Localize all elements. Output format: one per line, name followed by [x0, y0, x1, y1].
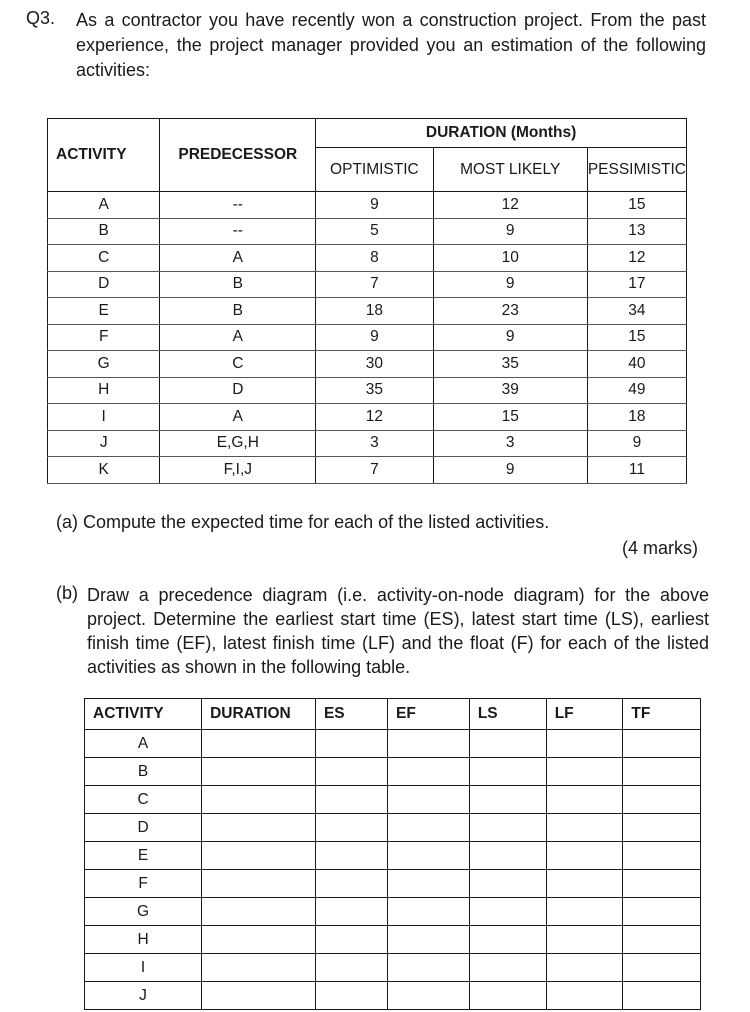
cell-optimistic: 7 — [316, 457, 433, 484]
table-row — [48, 457, 687, 484]
answer-blank-cell[interactable] — [469, 926, 546, 954]
cell-pessimistic: 15 — [587, 192, 686, 219]
answer-blank-cell[interactable] — [623, 926, 701, 954]
cell-optimistic: 5 — [316, 218, 433, 245]
answer-blank-cell[interactable] — [388, 926, 470, 954]
answer-blank-cell[interactable] — [623, 786, 701, 814]
cell-optimistic: 35 — [316, 377, 433, 404]
table-row — [48, 351, 687, 378]
answer-blank-cell[interactable] — [202, 954, 316, 982]
answer-blank-cell[interactable] — [546, 982, 623, 1010]
answer-activity: J — [85, 982, 202, 1010]
cell-predecessor: B — [160, 298, 316, 325]
answer-blank-cell[interactable] — [469, 814, 546, 842]
answer-blank-cell[interactable] — [315, 954, 387, 982]
answer-blank-cell[interactable] — [623, 898, 701, 926]
answer-header-tf: TF — [623, 699, 701, 730]
answer-activity: H — [85, 926, 202, 954]
answer-activity: F — [85, 870, 202, 898]
cell-pessimistic: 34 — [587, 298, 686, 325]
cell-activity: C — [48, 245, 160, 272]
header-predecessor: PREDECESSOR — [160, 119, 316, 192]
cell-predecessor: E,G,H — [160, 430, 316, 457]
answer-blank-cell[interactable] — [315, 982, 387, 1010]
answer-header-ls: LS — [469, 699, 546, 730]
cell-optimistic: 3 — [316, 430, 433, 457]
cell-most-likely: 9 — [433, 457, 587, 484]
cell-optimistic: 7 — [316, 271, 433, 298]
answer-blank-cell[interactable] — [623, 730, 701, 758]
answer-blank-cell[interactable] — [546, 814, 623, 842]
cell-activity: I — [48, 404, 160, 431]
answer-blank-cell[interactable] — [315, 814, 387, 842]
cell-optimistic: 9 — [316, 324, 433, 351]
cell-predecessor: A — [160, 324, 316, 351]
question-text: As a contractor you have recently won a construction project. From the past experience, the project manager provided you an estimation of the following activities: — [76, 10, 706, 80]
answer-row — [85, 870, 701, 898]
answer-blank-cell[interactable] — [315, 898, 387, 926]
answer-blank-cell[interactable] — [546, 898, 623, 926]
answer-blank-cell[interactable] — [469, 842, 546, 870]
cell-predecessor: B — [160, 271, 316, 298]
question-number: Q3. — [26, 8, 56, 28]
answer-blank-cell[interactable] — [546, 842, 623, 870]
answer-activity: E — [85, 842, 202, 870]
answer-blank-cell[interactable] — [315, 758, 387, 786]
answer-blank-cell[interactable] — [202, 786, 316, 814]
answer-activity: C — [85, 786, 202, 814]
answer-blank-cell[interactable] — [388, 814, 470, 842]
table-row — [48, 377, 687, 404]
answer-blank-cell[interactable] — [202, 758, 316, 786]
answer-blank-cell[interactable] — [202, 730, 316, 758]
cell-pessimistic: 12 — [587, 245, 686, 272]
cell-most-likely: 12 — [433, 192, 587, 219]
answer-blank-cell[interactable] — [315, 842, 387, 870]
cell-predecessor: A — [160, 245, 316, 272]
answer-blank-cell[interactable] — [202, 814, 316, 842]
answer-blank-cell[interactable] — [469, 870, 546, 898]
cell-predecessor: -- — [160, 218, 316, 245]
answer-blank-cell[interactable] — [469, 758, 546, 786]
table-row — [48, 324, 687, 351]
answer-row — [85, 926, 701, 954]
cell-optimistic: 8 — [316, 245, 433, 272]
answer-row — [85, 898, 701, 926]
table-row — [48, 404, 687, 431]
header-duration: DURATION (Months) — [316, 119, 687, 148]
estimation-table — [47, 118, 687, 484]
table-row — [48, 192, 687, 219]
answer-blank-cell[interactable] — [623, 758, 701, 786]
cell-activity: A — [48, 192, 160, 219]
table-row — [48, 430, 687, 457]
cell-activity: J — [48, 430, 160, 457]
answer-blank-cell[interactable] — [469, 730, 546, 758]
answer-blank-cell[interactable] — [388, 954, 470, 982]
answer-blank-cell[interactable] — [469, 982, 546, 1010]
cell-most-likely: 35 — [433, 351, 587, 378]
answer-blank-cell[interactable] — [202, 982, 316, 1010]
answer-blank-cell[interactable] — [202, 842, 316, 870]
cell-activity: D — [48, 271, 160, 298]
table-row — [48, 245, 687, 272]
cell-predecessor: C — [160, 351, 316, 378]
cell-pessimistic: 17 — [587, 271, 686, 298]
cell-most-likely: 23 — [433, 298, 587, 325]
cell-pessimistic: 40 — [587, 351, 686, 378]
answer-blank-cell[interactable] — [623, 982, 701, 1010]
answer-blank-cell[interactable] — [388, 730, 470, 758]
answer-blank-cell[interactable] — [546, 926, 623, 954]
answer-row — [85, 842, 701, 870]
answer-activity: B — [85, 758, 202, 786]
answer-blank-cell[interactable] — [315, 870, 387, 898]
part-b-label: (b) — [56, 583, 78, 603]
answer-activity: G — [85, 898, 202, 926]
table-row — [48, 218, 687, 245]
cell-pessimistic: 49 — [587, 377, 686, 404]
answer-activity: D — [85, 814, 202, 842]
answer-blank-cell[interactable] — [623, 814, 701, 842]
cell-activity: G — [48, 351, 160, 378]
cell-activity: K — [48, 457, 160, 484]
answer-blank-cell[interactable] — [388, 982, 470, 1010]
answer-header-ef: EF — [388, 699, 470, 730]
header-optimistic: OPTIMISTIC — [316, 148, 433, 192]
part-b-text: Draw a precedence diagram (i.e. activity-on-node diagram) for the above project. Determine the earliest start time (ES), latest start time (LS), earliest finish time (EF), latest finish time (LF) and the float (F) for each of the listed activities as shown in the following table. — [87, 585, 709, 677]
answer-blank-cell[interactable] — [315, 926, 387, 954]
cell-pessimistic: 11 — [587, 457, 686, 484]
part-a-marks: (4 marks) — [622, 538, 698, 558]
part-a-text: (a) Compute the expected time for each of the listed activities. — [56, 512, 550, 532]
answer-blank-cell[interactable] — [388, 786, 470, 814]
cell-optimistic: 12 — [316, 404, 433, 431]
answer-blank-cell[interactable] — [469, 954, 546, 982]
answer-blank-cell[interactable] — [623, 954, 701, 982]
answer-row — [85, 758, 701, 786]
answer-activity: I — [85, 954, 202, 982]
header-pessimistic: PESSIMISTIC — [587, 148, 686, 192]
cell-activity: E — [48, 298, 160, 325]
answer-blank-cell[interactable] — [546, 786, 623, 814]
cell-optimistic: 18 — [316, 298, 433, 325]
answer-blank-cell[interactable] — [469, 898, 546, 926]
cell-predecessor: D — [160, 377, 316, 404]
cell-predecessor: A — [160, 404, 316, 431]
header-activity: ACTIVITY — [48, 119, 160, 192]
cell-most-likely: 15 — [433, 404, 587, 431]
answer-blank-cell[interactable] — [202, 926, 316, 954]
answer-blank-cell[interactable] — [469, 786, 546, 814]
answer-blank-cell[interactable] — [315, 786, 387, 814]
cell-most-likely: 9 — [433, 271, 587, 298]
answer-blank-cell[interactable] — [623, 842, 701, 870]
cell-most-likely: 9 — [433, 324, 587, 351]
cell-optimistic: 9 — [316, 192, 433, 219]
cell-activity: F — [48, 324, 160, 351]
answer-blank-cell[interactable] — [202, 898, 316, 926]
cell-pessimistic: 15 — [587, 324, 686, 351]
cell-activity: H — [48, 377, 160, 404]
answer-header-duration: DURATION — [202, 699, 316, 730]
answer-row — [85, 982, 701, 1010]
cell-predecessor: F,I,J — [160, 457, 316, 484]
answer-blank-cell[interactable] — [546, 758, 623, 786]
cell-most-likely: 39 — [433, 377, 587, 404]
answer-header-activity: ACTIVITY — [85, 699, 202, 730]
cell-most-likely: 10 — [433, 245, 587, 272]
answer-row — [85, 814, 701, 842]
cell-most-likely: 3 — [433, 430, 587, 457]
cell-pessimistic: 13 — [587, 218, 686, 245]
answer-blank-cell[interactable] — [623, 870, 701, 898]
answer-activity: A — [85, 730, 202, 758]
answer-blank-cell[interactable] — [388, 842, 470, 870]
answer-blank-cell[interactable] — [388, 870, 470, 898]
table-row — [48, 271, 687, 298]
answer-blank-cell[interactable] — [546, 870, 623, 898]
cell-pessimistic: 9 — [587, 430, 686, 457]
answer-row — [85, 786, 701, 814]
answer-blank-cell[interactable] — [202, 870, 316, 898]
answer-table — [84, 698, 701, 1010]
answer-header-lf: LF — [546, 699, 623, 730]
cell-activity: B — [48, 218, 160, 245]
answer-header-es: ES — [315, 699, 387, 730]
table-row — [48, 298, 687, 325]
answer-blank-cell[interactable] — [388, 758, 470, 786]
cell-most-likely: 9 — [433, 218, 587, 245]
cell-optimistic: 30 — [316, 351, 433, 378]
cell-predecessor: -- — [160, 192, 316, 219]
answer-blank-cell[interactable] — [546, 730, 623, 758]
answer-blank-cell[interactable] — [315, 730, 387, 758]
answer-row — [85, 954, 701, 982]
answer-blank-cell[interactable] — [546, 954, 623, 982]
header-most-likely: MOST LIKELY — [433, 148, 587, 192]
answer-row — [85, 730, 701, 758]
answer-blank-cell[interactable] — [388, 898, 470, 926]
cell-pessimistic: 18 — [587, 404, 686, 431]
